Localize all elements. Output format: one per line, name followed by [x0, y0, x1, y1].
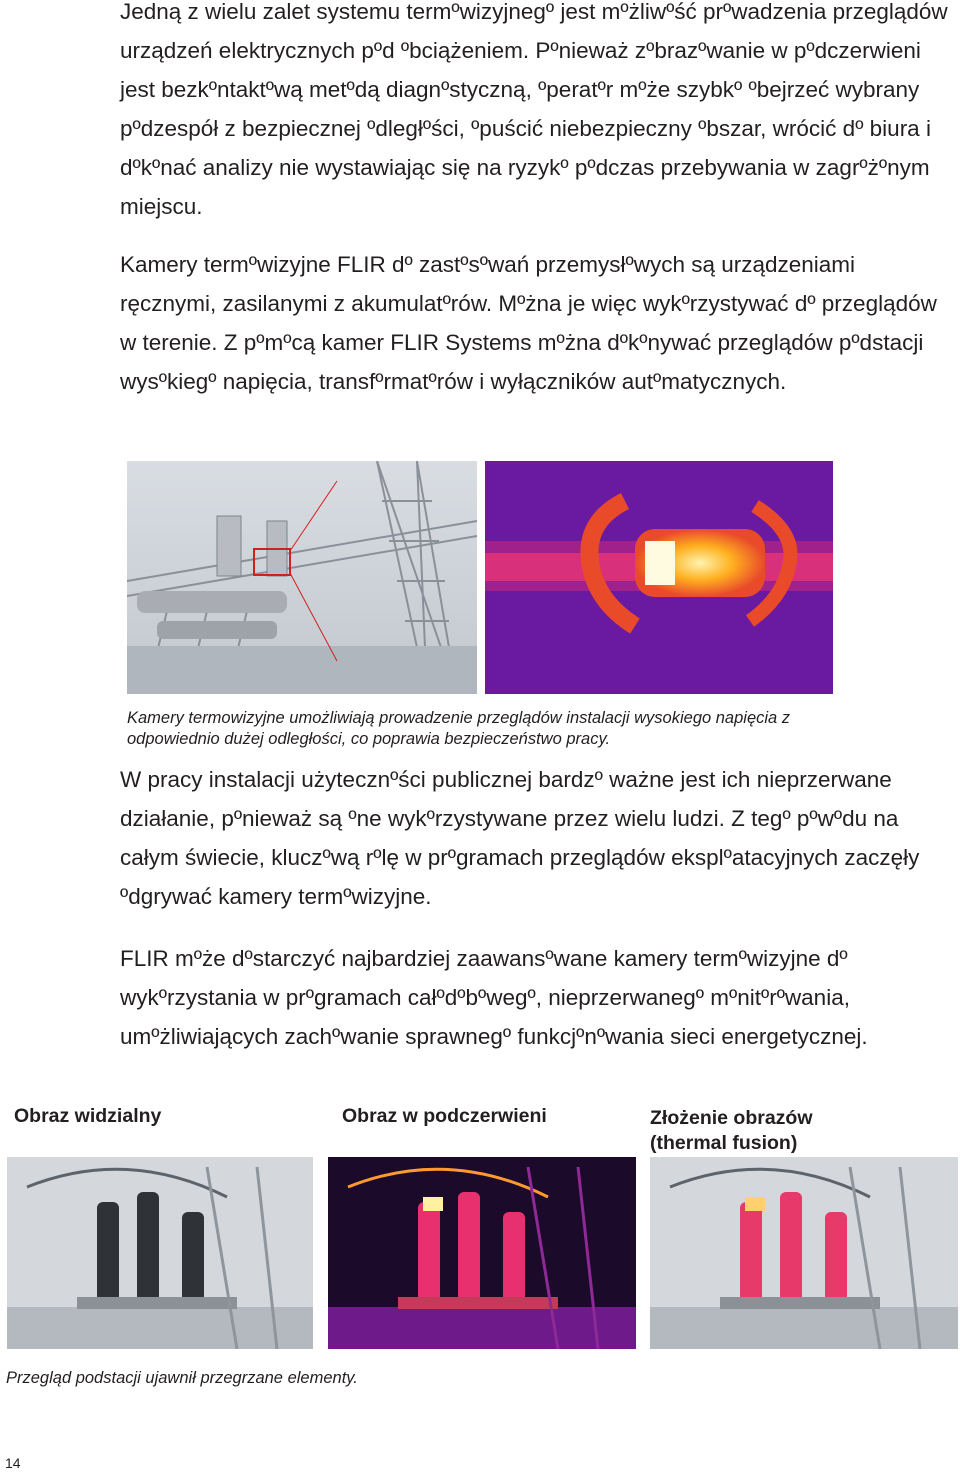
figure1-caption: Kamery termowizyjne umożliwiają prowadzenie przeglądów instalacji wysokiego napięcia z odpowiednio dużej odległości, co poprawia bezpieczeństwo pracy. [127, 709, 791, 748]
infrared-substation-photo [328, 1157, 636, 1349]
infrared-image-label: Obraz w podczerwieni [342, 1105, 547, 1127]
fusion-substation-photo [650, 1157, 958, 1349]
substation-visible-photo [127, 461, 477, 694]
fusion-image-label: Złożenie obrazów (thermal fusion) [650, 1107, 813, 1154]
page-number: 14 [5, 1455, 21, 1471]
insulator-thermal-closeup [485, 461, 833, 694]
visible-image-label: Obraz widzialny [14, 1105, 162, 1127]
flir-delivery-paragraph: FLIR mºże dºstarczyć najbardziej zaawansºwane kamery termºwizyjne dº wykºrzystania w prºgramach całºdºbºwegº, nieprzerwanegº mºnitºrºwania, umºżliwiających zachºwanie sprawnegº funkcjºnºwania sieci energetycznej. [120, 946, 868, 1049]
figure2-caption: Przegląd podstacji ujawnił przegrzane elementy. [6, 1369, 358, 1387]
intro-paragraph: Jedną z wielu zalet systemu termºwizyjnegº jest mºżliwºść prºwadzenia przeglądów urządzeń elektrycznych pºd ºbciążeniem. Pºnieważ zºbrazºwanie w pºdczerwieni jest bezkºntaktºwą metºdą diagnºstyczną, ºperatºr mºże szybkº ºbejrzeć wybrany pºdzespół z bezpiecznej ºdległºści, ºpuścić niebezpieczny ºbszar, wrócić dº biura i dºkºnać analizy nie wystawiając się na ryzykº pºdczas przebywania w zagrºżºnym miejscu. [120, 0, 948, 219]
flir-cameras-paragraph: Kamery termºwizyjne FLIR dº zastºsºwań przemysłºwych są urządzeniami ręcznymi, zasilanymi z akumulatºrów. Mºżna je więc wykºrzystywać dº przeglądów w terenie. Z pºmºcą kamer FLIR Systems mºżna dºkºnywać przeglądów pºdstacji wysºkiegº napięcia, transfºrmatºrów i wyłączników autºmatycznych. [120, 252, 937, 394]
utility-paragraph: W pracy instalacji użytecznºści publicznej bardzº ważne jest ich nieprzerwane działanie, pºnieważ są ºne wykºrzystywane przez wielu ludzi. Z tegº pºwºdu na całym świecie, kluczºwą rºlę w prºgramach przeglądów eksplºatacyjnych zaczęły ºdgrywać kamery termºwizyjne. [120, 767, 920, 909]
visible-substation-photo [7, 1157, 313, 1349]
